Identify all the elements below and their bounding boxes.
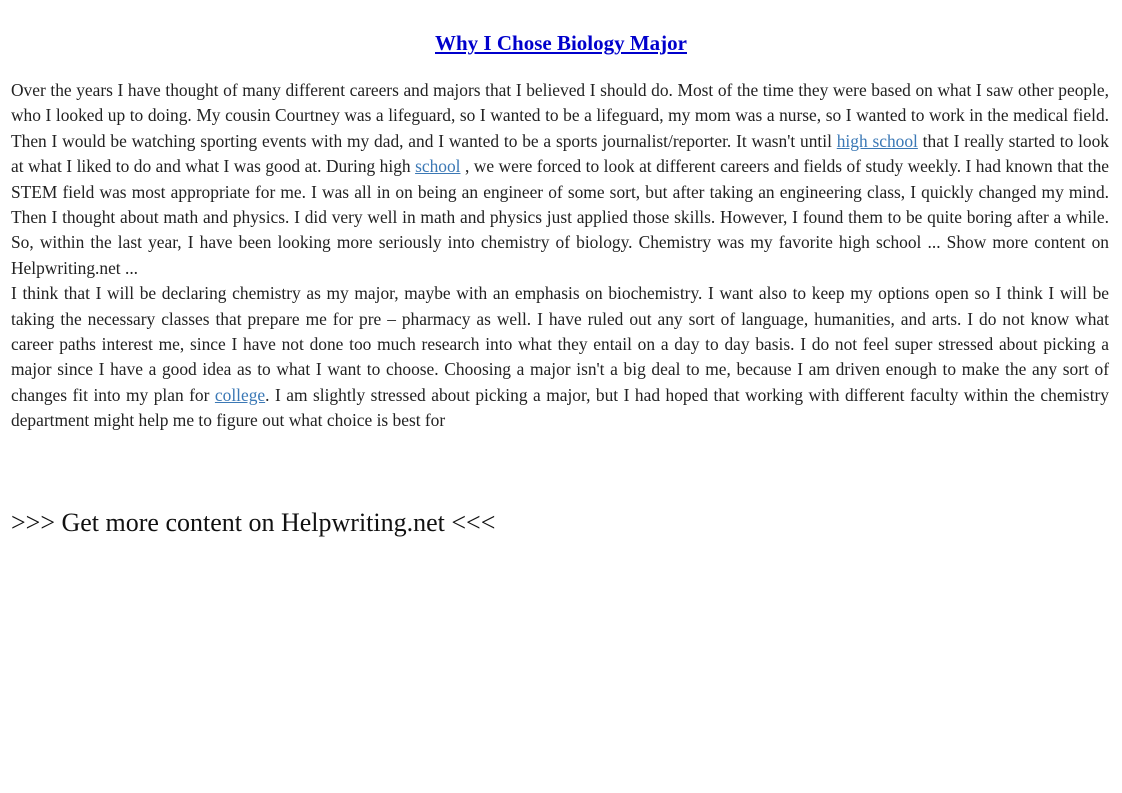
paragraph-2-text-b: . I am slightly stressed about picking a major, but I had hoped that working with different faculty within the chemistry department might help me to figure out what choice is best for bbox=[11, 384, 1110, 431]
essay-paragraph-2 bbox=[11, 281, 1109, 433]
get-more-content-banner[interactable]: >>> Get more content on Helpwriting.net <<< bbox=[11, 508, 496, 537]
title-link[interactable]: Why I Chose Biology Major bbox=[435, 31, 687, 55]
paragraph-1-text-a: Over the years I have thought of many different careers and majors that I believed I should do. Most of the time they were based on what I saw other people, who I looked up to doing. My cousin Courtney was a lifeguard, so I wanted to be a lifeguard, my mom was a nurse, so I wanted to work in the medical field. Then I would be watching sporting events with my dad, and I wanted to be a sports journalist/reporter. It wasn't until bbox=[11, 80, 1109, 151]
page-title bbox=[0, 29, 1122, 57]
high-school-link[interactable]: high school bbox=[836, 130, 918, 151]
paragraph-1-text-c: , we were forced to look at different careers and fields of study weekly. I had known that the STEM field was most appropriate for me. I was all in on being an engineer of some sort, but after taking an engineering class, I quickly changed my mind. Then I thought about math and physics. I did very well in math and physics just applied those skills. However, I found them to be quite boring after a while. So, within the last year, I have been looking more seriously into chemistry of biology. Chemistry was my favorite high school ... Show more content on Helpwriting.net ... bbox=[11, 156, 1109, 278]
essay-body bbox=[11, 78, 1109, 434]
paragraph-2-text-a: I think that I will be declaring chemistry as my major, maybe with an emphasis on biochemistry. I want also to keep my options open so I think I will be taking the necessary classes that prepare me for pre – pharmacy as well. I have ruled out any sort of language, humanities, and arts. I do not know what career paths interest me, since I have not done too much research into what they entail on a day to day basis. I do not feel super stressed about picking a major since I have a good idea as to what I want to choose. Choosing a major isn't a big deal to me, because I am driven enough to make the any sort of changes fit into my plan for bbox=[11, 283, 1109, 405]
school-link[interactable]: school bbox=[415, 156, 461, 177]
essay-paragraph-1 bbox=[11, 78, 1109, 281]
paragraph-1-text-b: that I really started to look at what I liked to do and what I was good at. During high bbox=[11, 130, 1110, 177]
college-link[interactable]: college bbox=[214, 384, 266, 405]
